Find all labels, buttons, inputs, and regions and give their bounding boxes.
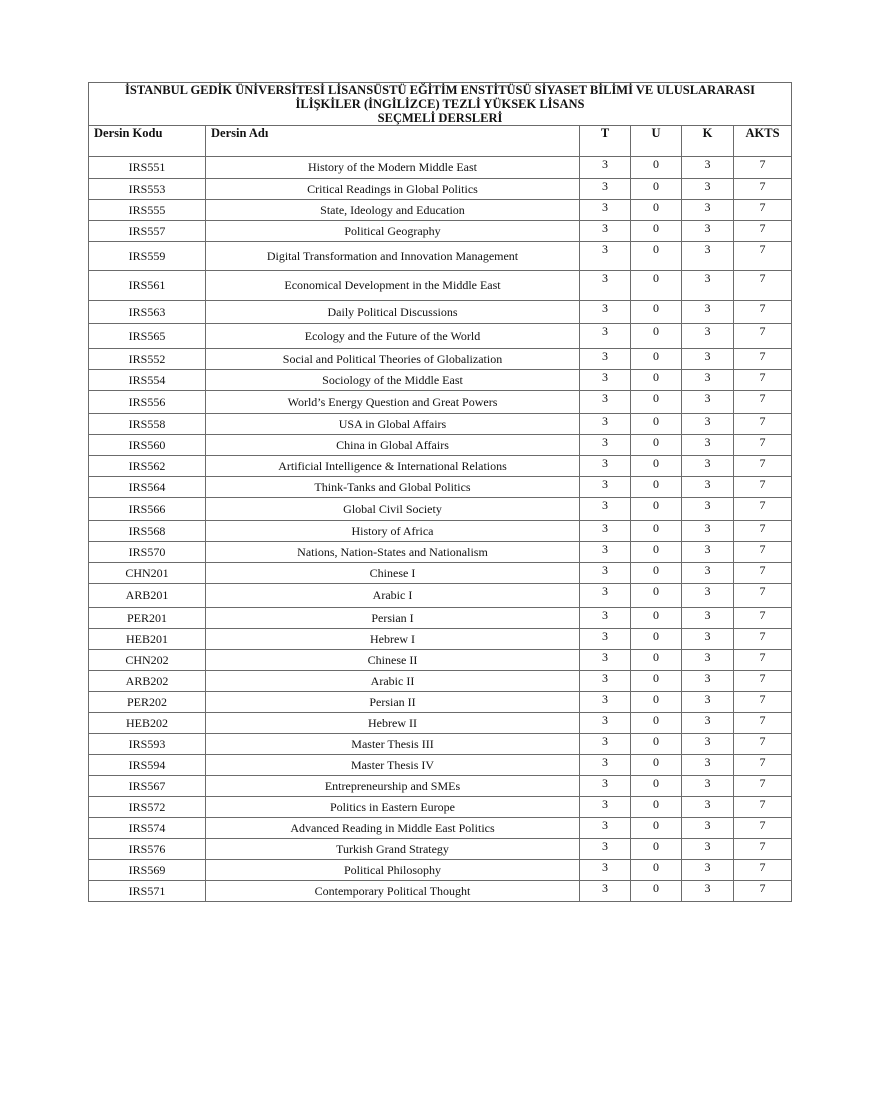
course-code: IRS561 [89, 271, 206, 301]
course-akts: 7 [734, 542, 792, 563]
course-name: Sociology of the Middle East [206, 370, 580, 391]
course-code: IRS554 [89, 370, 206, 391]
course-akts: 7 [734, 456, 792, 477]
course-code: IRS594 [89, 755, 206, 776]
course-akts: 7 [734, 324, 792, 349]
course-u: 0 [631, 797, 682, 818]
table-title-row [89, 83, 792, 126]
course-t: 3 [580, 584, 631, 608]
course-name: Political Philosophy [206, 860, 580, 881]
course-u: 0 [631, 839, 682, 860]
header-name: Dersin Adı [206, 126, 580, 157]
course-k: 3 [682, 370, 734, 391]
course-name: Digital Transformation and Innovation Management [206, 242, 580, 271]
course-code: IRS563 [89, 301, 206, 324]
table-row [89, 608, 792, 629]
course-code: IRS568 [89, 521, 206, 542]
course-name: Critical Readings in Global Politics [206, 179, 580, 200]
course-t: 3 [580, 414, 631, 435]
course-t: 3 [580, 221, 631, 242]
course-name: Persian II [206, 692, 580, 713]
course-akts: 7 [734, 797, 792, 818]
course-t: 3 [580, 542, 631, 563]
header-t: T [580, 126, 631, 157]
course-akts: 7 [734, 200, 792, 221]
header-u: U [631, 126, 682, 157]
course-u: 0 [631, 221, 682, 242]
title-line-2: İLİŞKİLER (İNGİLİZCE) TEZLİ YÜKSEK LİSANS [295, 97, 585, 111]
course-name: Persian I [206, 608, 580, 629]
course-u: 0 [631, 242, 682, 271]
course-akts: 7 [734, 414, 792, 435]
course-k: 3 [682, 414, 734, 435]
table-row [89, 271, 792, 301]
course-akts: 7 [734, 692, 792, 713]
course-name: Advanced Reading in Middle East Politics [206, 818, 580, 839]
course-akts: 7 [734, 650, 792, 671]
course-akts: 7 [734, 391, 792, 414]
course-name: Master Thesis IV [206, 755, 580, 776]
course-k: 3 [682, 271, 734, 301]
course-name: Politics in Eastern Europe [206, 797, 580, 818]
table-row [89, 349, 792, 370]
course-code: ARB201 [89, 584, 206, 608]
table-row [89, 370, 792, 391]
course-k: 3 [682, 608, 734, 629]
course-akts: 7 [734, 839, 792, 860]
course-akts: 7 [734, 881, 792, 902]
course-u: 0 [631, 818, 682, 839]
course-u: 0 [631, 563, 682, 584]
course-akts: 7 [734, 370, 792, 391]
course-u: 0 [631, 301, 682, 324]
course-name: Social and Political Theories of Globalization [206, 349, 580, 370]
course-t: 3 [580, 477, 631, 498]
course-code: ARB202 [89, 671, 206, 692]
course-akts: 7 [734, 755, 792, 776]
course-code: IRS576 [89, 839, 206, 860]
course-code: IRS569 [89, 860, 206, 881]
course-akts: 7 [734, 157, 792, 179]
course-akts: 7 [734, 713, 792, 734]
course-t: 3 [580, 563, 631, 584]
course-t: 3 [580, 242, 631, 271]
table-row [89, 542, 792, 563]
course-akts: 7 [734, 608, 792, 629]
course-u: 0 [631, 414, 682, 435]
course-name: Arabic I [206, 584, 580, 608]
course-u: 0 [631, 370, 682, 391]
course-name: Entrepreneurship and SMEs [206, 776, 580, 797]
table-row [89, 650, 792, 671]
course-akts: 7 [734, 584, 792, 608]
course-akts: 7 [734, 221, 792, 242]
course-t: 3 [580, 839, 631, 860]
table-row [89, 734, 792, 755]
course-u: 0 [631, 157, 682, 179]
table-row [89, 221, 792, 242]
course-k: 3 [682, 734, 734, 755]
course-k: 3 [682, 818, 734, 839]
course-code: IRS559 [89, 242, 206, 271]
course-u: 0 [631, 671, 682, 692]
course-code: CHN201 [89, 563, 206, 584]
course-u: 0 [631, 456, 682, 477]
course-akts: 7 [734, 349, 792, 370]
header-k: K [682, 126, 734, 157]
course-k: 3 [682, 713, 734, 734]
course-t: 3 [580, 713, 631, 734]
course-name: Ecology and the Future of the World [206, 324, 580, 349]
table-row [89, 881, 792, 902]
course-t: 3 [580, 860, 631, 881]
course-u: 0 [631, 860, 682, 881]
course-t: 3 [580, 301, 631, 324]
table-row [89, 179, 792, 200]
course-u: 0 [631, 584, 682, 608]
course-name: Economical Development in the Middle East [206, 271, 580, 301]
course-u: 0 [631, 629, 682, 650]
course-name: Chinese II [206, 650, 580, 671]
course-k: 3 [682, 797, 734, 818]
course-name: Contemporary Political Thought [206, 881, 580, 902]
course-t: 3 [580, 629, 631, 650]
table-row [89, 797, 792, 818]
course-u: 0 [631, 498, 682, 521]
course-akts: 7 [734, 498, 792, 521]
table-row [89, 324, 792, 349]
table-row [89, 157, 792, 179]
course-t: 3 [580, 498, 631, 521]
course-t: 3 [580, 391, 631, 414]
course-name: Daily Political Discussions [206, 301, 580, 324]
course-t: 3 [580, 456, 631, 477]
course-t: 3 [580, 521, 631, 542]
course-name: Artificial Intelligence & International Relations [206, 456, 580, 477]
course-t: 3 [580, 349, 631, 370]
table-row [89, 456, 792, 477]
course-code: IRS553 [89, 179, 206, 200]
course-u: 0 [631, 179, 682, 200]
course-k: 3 [682, 301, 734, 324]
course-code: IRS556 [89, 391, 206, 414]
table-row [89, 391, 792, 414]
table-row [89, 521, 792, 542]
course-k: 3 [682, 179, 734, 200]
course-code: IRS558 [89, 414, 206, 435]
course-code: IRS555 [89, 200, 206, 221]
course-k: 3 [682, 391, 734, 414]
course-t: 3 [580, 692, 631, 713]
course-code: IRS570 [89, 542, 206, 563]
course-k: 3 [682, 456, 734, 477]
course-akts: 7 [734, 301, 792, 324]
course-k: 3 [682, 200, 734, 221]
course-name: Nations, Nation-States and Nationalism [206, 542, 580, 563]
course-u: 0 [631, 692, 682, 713]
course-name: China in Global Affairs [206, 435, 580, 456]
table-title [89, 83, 792, 126]
course-k: 3 [682, 629, 734, 650]
course-k: 3 [682, 650, 734, 671]
course-code: IRS551 [89, 157, 206, 179]
course-t: 3 [580, 370, 631, 391]
table-row [89, 498, 792, 521]
course-u: 0 [631, 391, 682, 414]
course-k: 3 [682, 521, 734, 542]
course-k: 3 [682, 563, 734, 584]
table-row [89, 242, 792, 271]
course-akts: 7 [734, 860, 792, 881]
course-k: 3 [682, 242, 734, 271]
course-code: IRS566 [89, 498, 206, 521]
table-row [89, 477, 792, 498]
course-t: 3 [580, 818, 631, 839]
course-k: 3 [682, 755, 734, 776]
course-akts: 7 [734, 271, 792, 301]
course-t: 3 [580, 179, 631, 200]
course-code: IRS562 [89, 456, 206, 477]
table-row [89, 776, 792, 797]
course-k: 3 [682, 881, 734, 902]
course-k: 3 [682, 498, 734, 521]
table-row [89, 301, 792, 324]
course-akts: 7 [734, 671, 792, 692]
course-u: 0 [631, 542, 682, 563]
table-row [89, 414, 792, 435]
table-row [89, 818, 792, 839]
course-k: 3 [682, 671, 734, 692]
table-row [89, 692, 792, 713]
course-code: IRS593 [89, 734, 206, 755]
table-row [89, 713, 792, 734]
header-akts: AKTS [734, 126, 792, 157]
course-name: Arabic II [206, 671, 580, 692]
course-name: World’s Energy Question and Great Powers [206, 391, 580, 414]
course-k: 3 [682, 584, 734, 608]
course-u: 0 [631, 271, 682, 301]
course-u: 0 [631, 734, 682, 755]
course-name: Think-Tanks and Global Politics [206, 477, 580, 498]
course-k: 3 [682, 221, 734, 242]
course-t: 3 [580, 734, 631, 755]
course-code: IRS564 [89, 477, 206, 498]
course-akts: 7 [734, 629, 792, 650]
course-name: Turkish Grand Strategy [206, 839, 580, 860]
table-row [89, 629, 792, 650]
course-t: 3 [580, 435, 631, 456]
course-name: History of the Modern Middle East [206, 157, 580, 179]
course-name: State, Ideology and Education [206, 200, 580, 221]
course-u: 0 [631, 755, 682, 776]
course-code: PER202 [89, 692, 206, 713]
table-row [89, 200, 792, 221]
course-code: IRS567 [89, 776, 206, 797]
course-code: HEB201 [89, 629, 206, 650]
course-akts: 7 [734, 179, 792, 200]
course-akts: 7 [734, 734, 792, 755]
course-name: History of Africa [206, 521, 580, 542]
course-t: 3 [580, 671, 631, 692]
course-name: Political Geography [206, 221, 580, 242]
course-k: 3 [682, 349, 734, 370]
course-u: 0 [631, 324, 682, 349]
course-code: CHN202 [89, 650, 206, 671]
course-k: 3 [682, 860, 734, 881]
course-u: 0 [631, 200, 682, 221]
course-name: Hebrew I [206, 629, 580, 650]
course-k: 3 [682, 324, 734, 349]
course-akts: 7 [734, 818, 792, 839]
course-code: HEB202 [89, 713, 206, 734]
course-code: IRS557 [89, 221, 206, 242]
course-code: IRS571 [89, 881, 206, 902]
table-row [89, 563, 792, 584]
course-u: 0 [631, 881, 682, 902]
course-name: USA in Global Affairs [206, 414, 580, 435]
column-header-row [89, 126, 792, 157]
course-name: Master Thesis III [206, 734, 580, 755]
course-t: 3 [580, 797, 631, 818]
table-row [89, 755, 792, 776]
course-k: 3 [682, 477, 734, 498]
course-u: 0 [631, 713, 682, 734]
course-akts: 7 [734, 242, 792, 271]
course-u: 0 [631, 349, 682, 370]
course-code: IRS552 [89, 349, 206, 370]
course-k: 3 [682, 435, 734, 456]
course-code: IRS574 [89, 818, 206, 839]
course-t: 3 [580, 324, 631, 349]
course-akts: 7 [734, 776, 792, 797]
table-row [89, 671, 792, 692]
course-name: Hebrew II [206, 713, 580, 734]
course-u: 0 [631, 477, 682, 498]
course-t: 3 [580, 881, 631, 902]
title-line-1: İSTANBUL GEDİK ÜNİVERSİTESİ LİSANSÜSTÜ EĞİTİM ENSTİTÜSÜ SİYASET BİLİMİ VE ULUSLARARASI [125, 83, 755, 97]
course-u: 0 [631, 650, 682, 671]
course-name: Chinese I [206, 563, 580, 584]
course-k: 3 [682, 692, 734, 713]
course-u: 0 [631, 521, 682, 542]
course-t: 3 [580, 608, 631, 629]
table-row [89, 584, 792, 608]
table-row [89, 839, 792, 860]
course-t: 3 [580, 271, 631, 301]
title-line-3: SEÇMELİ DERSLERİ [377, 111, 503, 125]
course-t: 3 [580, 200, 631, 221]
course-akts: 7 [734, 435, 792, 456]
course-t: 3 [580, 157, 631, 179]
course-code: PER201 [89, 608, 206, 629]
course-k: 3 [682, 776, 734, 797]
header-code: Dersin Kodu [89, 126, 206, 157]
course-code: IRS572 [89, 797, 206, 818]
course-code: IRS565 [89, 324, 206, 349]
course-k: 3 [682, 839, 734, 860]
course-k: 3 [682, 157, 734, 179]
course-t: 3 [580, 755, 631, 776]
course-code: IRS560 [89, 435, 206, 456]
course-u: 0 [631, 776, 682, 797]
course-u: 0 [631, 608, 682, 629]
course-akts: 7 [734, 477, 792, 498]
table-row [89, 860, 792, 881]
course-akts: 7 [734, 563, 792, 584]
course-akts: 7 [734, 521, 792, 542]
elective-courses-table [88, 82, 792, 902]
course-u: 0 [631, 435, 682, 456]
course-t: 3 [580, 776, 631, 797]
course-k: 3 [682, 542, 734, 563]
table-row [89, 435, 792, 456]
course-rows [89, 157, 792, 902]
course-name: Global Civil Society [206, 498, 580, 521]
course-t: 3 [580, 650, 631, 671]
